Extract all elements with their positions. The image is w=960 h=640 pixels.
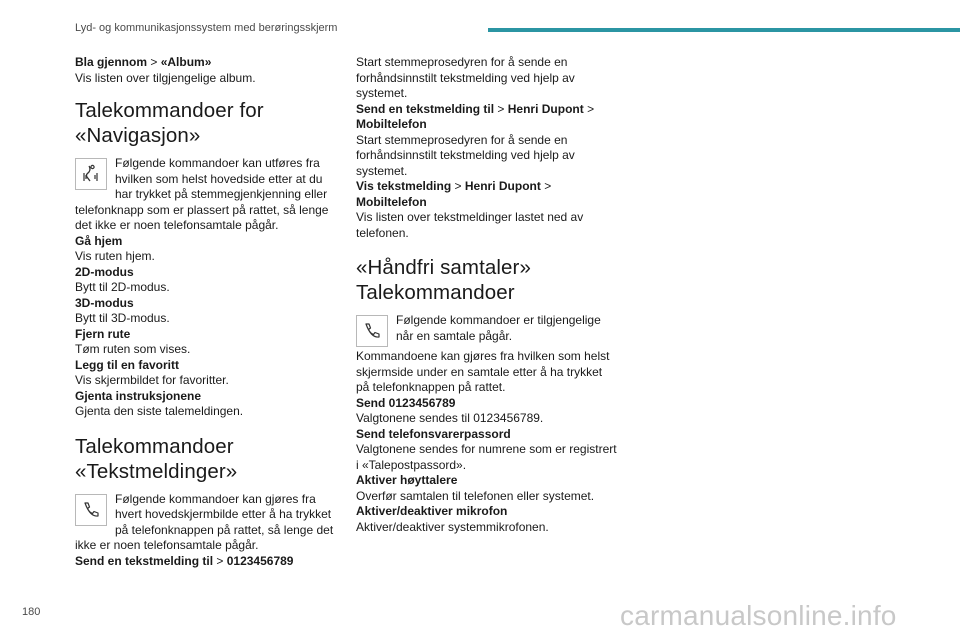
voice-command-icon: [75, 158, 107, 190]
hf-command-label: Send telefonsvarerpassord: [356, 426, 511, 441]
browse-cmd-label: Bla gjennom: [75, 55, 148, 69]
navigation-heading: [75, 98, 337, 148]
hf-command-desc: Valgtonene sendes til 0123456789.: [356, 411, 544, 425]
sms-cmd2-arg2: Mobiltelefon: [356, 117, 427, 131]
header-accent-bar: [488, 28, 960, 32]
sms-cmd3-label: Vis tekstmelding: [356, 179, 452, 193]
sms-heading: [75, 434, 337, 484]
hf-commands: [356, 396, 618, 536]
sms-cmd1-label: Send en tekstmelding til: [75, 553, 214, 568]
hf-command-desc: Aktiver/deaktiver systemmikrofonen.: [356, 519, 549, 534]
left-column: [75, 55, 337, 569]
watermark: carmanualsonline.info: [620, 600, 897, 631]
nav-command-label: 3D-modus: [75, 295, 134, 310]
sms-heading-line2: «Tekstmeldinger»: [75, 459, 238, 483]
sms-intro-text: Følgende kommandoer kan gjøres fra hvert hovedskjermbilde etter å ha trykket på telefonknappen på rattet, så lenge det ikke er noen telefonsamtale pågår.: [75, 491, 334, 552]
sms-command-3: [356, 179, 618, 210]
nav-command: [75, 234, 337, 420]
nav-command-label: Gå hjem: [75, 233, 123, 248]
separator: >: [216, 553, 224, 568]
separator: >: [544, 179, 552, 193]
hf-command-desc: Valgtonene sendes for numrene som er registrert i «Talepostpassord».: [356, 442, 617, 472]
handsfree-heading-line2: Talekommandoer: [356, 281, 515, 304]
handsfree-heading-line1: «Håndfri samtaler»: [356, 256, 531, 279]
nav-command-desc: Vis skjermbildet for favoritter.: [75, 373, 229, 387]
hf-command-label: Send 0123456789: [356, 395, 456, 410]
handsfree-intro2: Kommandoene kan gjøres fra hvilken som helst skjermside under en samtale etter å ha trykket på telefonknappen på rattet.: [356, 349, 610, 394]
browse-description: Vis listen over tilgjengelige album.: [75, 70, 256, 85]
nav-command-label: 2D-modus: [75, 264, 134, 279]
sms-cmd3-arg2: Mobiltelefon: [356, 194, 427, 209]
separator: >: [454, 179, 462, 193]
sms-cmd3-arg: Henri Dupont: [464, 179, 541, 193]
separator: >: [587, 101, 595, 116]
sms-command-1: [75, 554, 337, 570]
nav-command-label: Fjern rute: [75, 326, 131, 341]
navigation-intro: [75, 156, 337, 234]
sms-cmd1-desc: Start stemmeprosedyren for å sende en forhåndsinnstilt tekstmelding ved hjelp av systemet.: [356, 55, 575, 100]
sms-heading-line1: Talekommandoer: [75, 434, 234, 458]
sms-cmd3-desc: Vis listen over tekstmeldinger lastet ned av telefonen.: [356, 210, 584, 240]
hf-command-label: Aktiver/deaktiver mikrofon: [356, 504, 508, 518]
running-header: Lyd- og kommunikasjonssystem med berøringsskjerm: [75, 22, 338, 34]
navigation-heading-line1: Talekommandoer for: [75, 99, 264, 122]
phone-icon: [75, 494, 107, 526]
handsfree-intro-text: Følgende kommandoer er tilgjengelige når en samtale pågår.: [396, 313, 601, 343]
separator: >: [150, 55, 158, 69]
navigation-heading-line2: «Navigasjon»: [75, 124, 201, 147]
sms-cmd2-label: Send en tekstmelding til: [356, 101, 495, 116]
handsfree-intro: [356, 313, 618, 344]
right-column: [356, 55, 618, 535]
navigation-intro-text: Følgende kommandoer kan utføres fra hvilken som helst hovedside etter at du har trykket på stemmegjenkjenning eller telefonknapp som er plassert på rattet, så lenge det ikke er noen telefonsamtale pågår.: [75, 156, 329, 232]
handsfree-heading: [356, 255, 618, 305]
hf-command-label: Aktiver høyttalere: [356, 473, 458, 487]
browse-command: [75, 55, 337, 71]
separator: >: [497, 101, 505, 116]
nav-command-label: Legg til en favoritt: [75, 357, 180, 372]
sms-command-2: [356, 102, 618, 133]
page-number: 180: [22, 606, 41, 618]
nav-command-desc: Gjenta den siste talemeldingen.: [75, 404, 244, 418]
nav-command-desc: Vis ruten hjem.: [75, 249, 155, 263]
phone-icon: [356, 315, 388, 347]
nav-command-desc: Bytt til 2D-modus.: [75, 280, 170, 294]
hf-command-desc: Overfør samtalen til telefonen eller systemet.: [356, 488, 595, 503]
sms-cmd1-arg: 0123456789: [226, 553, 294, 568]
sms-intro: [75, 492, 337, 554]
nav-command-desc: Bytt til 3D-modus.: [75, 311, 170, 325]
nav-command-desc: Tøm ruten som vises.: [75, 342, 191, 356]
nav-command-label: Gjenta instruksjonene: [75, 388, 202, 403]
sms-cmd2-desc: Start stemmeprosedyren for å sende en forhåndsinnstilt tekstmelding ved hjelp av systemet.: [356, 132, 575, 178]
sms-cmd2-arg: Henri Dupont: [507, 101, 584, 116]
browse-cmd-arg: «Album»: [160, 55, 212, 69]
